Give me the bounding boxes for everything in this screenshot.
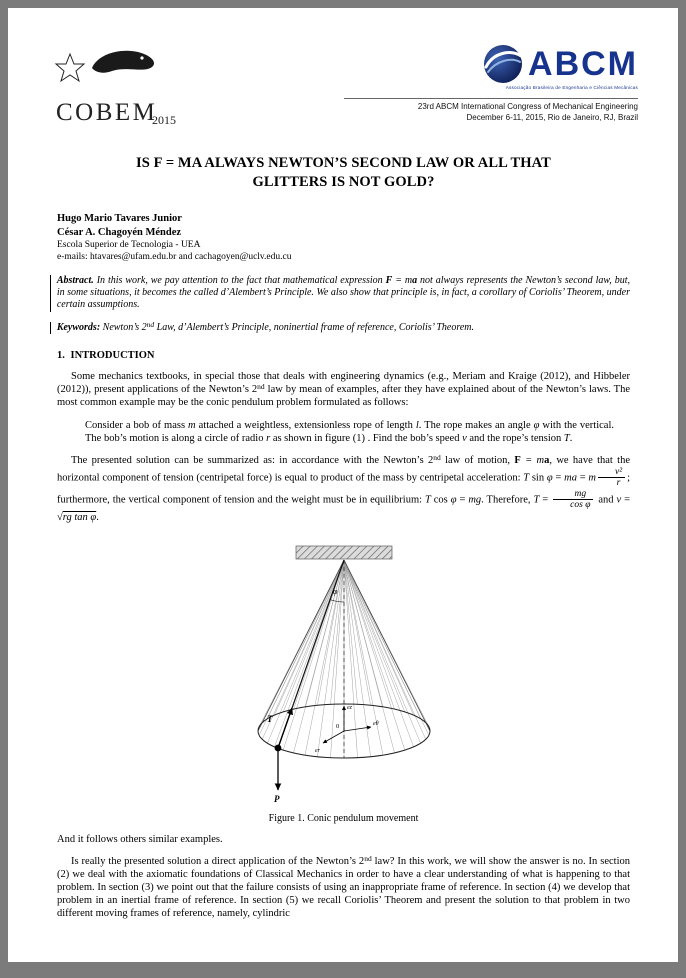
abcm-logo-text: ABCM <box>528 45 638 83</box>
paper-title-line1: IS F = MA ALWAYS NEWTON’S SECOND LAW OR ALL THAT <box>136 155 551 171</box>
cobem-logo-art <box>54 46 182 141</box>
problem-statement-quote: Consider a bob of mass m attached a weightless, extensionless rope of length l. The rope makes an angle φ with the vertical. The bob’s motion is along a circle of radio r as shown in figure (1) . Find the bob’s speed v and the rope’s tension T. <box>85 419 615 444</box>
axis-r-arrow <box>323 731 344 743</box>
abcm-logo-subtitle: Associação Brasileira de Engenharia e Ciências Mecânicas <box>505 85 638 90</box>
author-name-2: César A. Chagoyén Méndez <box>57 226 182 238</box>
congress-info <box>344 98 638 123</box>
author-emails: e-mails: htavares@ufam.edu.br and cachagoyen@uclv.edu.cu <box>57 252 292 262</box>
congress-line-2: December 6-11, 2015, Rio de Janeiro, RJ, Brazil <box>466 112 638 122</box>
figure-1-caption: Figure 1. Conic pendulum movement <box>268 812 419 824</box>
cobem-logo <box>54 46 182 146</box>
keywords: Keywords: Newton’s 2nd Law, d’Alembert’s Principle, noninertial frame of reference, Coriolis’ Theorem. <box>50 322 630 334</box>
congress-line-1: 23rd ABCM International Congress of Mechanical Engineering <box>417 102 638 111</box>
paper-title <box>57 154 630 192</box>
star-sketch <box>56 54 84 81</box>
followup-paragraph: And it follows others similar examples. <box>57 833 223 845</box>
paper-page <box>8 8 678 962</box>
cone-left-edge <box>258 560 344 731</box>
author-name-1: Hugo Mario Tavares Junior <box>57 213 182 224</box>
abstract: Abstract. In this work, we pay attention to the fact that mathematical expression F = ma not always represents the Newton’s second law, but, in some situations, it becomes the called d’Alembert’s Principle. We also show that principle is, in fact, a corollary of Coriolis’ Theorem, under certain assumptions. <box>50 275 630 312</box>
abcm-header <box>344 44 638 123</box>
paper-title-line2: GLITTERS IS NOT GOLD? <box>252 174 435 190</box>
cobem-logo-year: 2015 <box>152 113 176 127</box>
axis-theta-label: eθ <box>372 720 379 727</box>
authors-block <box>57 212 630 263</box>
author-affiliation: Escola Superior de Tecnologia - UEA <box>57 240 201 250</box>
angle-phi-label: φ <box>332 586 337 596</box>
figure-1 <box>57 544 630 824</box>
closing-paragraph: Is really the presented solution a direct application of the Newton’s 2nd law? In this work, we will show the answer is no. In section (2) we deal with the axiomatic foundations of Classical Mechanics in order to have a clear understanding of what is happening to that problem. In section (3) we point out that the failure consists of using an inappropriate frame of reference. In section (4) we develop that problem in an inertial frame of reference. In section (5) we recall Coriolis’ Theorem and present the solution to that problem in two different moving frames of reference, namely, cylindric <box>57 853 630 919</box>
abcm-globe-icon <box>483 44 523 84</box>
abcm-logo-row <box>344 44 638 84</box>
tension-label: T <box>266 713 272 724</box>
angle-arc <box>330 599 344 601</box>
pendulum-figure-svg <box>234 544 454 806</box>
cone-right-edge <box>344 560 430 731</box>
bird-eye <box>140 56 143 59</box>
bird-sketch <box>92 51 154 73</box>
origin-label: 0 <box>335 722 339 730</box>
ceiling-hatching <box>296 546 392 559</box>
cobem-logo-text: COBEM <box>56 99 158 126</box>
tension-vector <box>278 708 292 748</box>
axis-z-label: ez <box>346 704 352 711</box>
section-heading-introduction: 1. INTRODUCTION <box>57 349 155 361</box>
solution-paragraph: The presented solution can be summarized as: in accordance with the Newton’s 2nd law of motion, F = ma, we have that the horizontal component of tension (centripetal force) is equal to product of the mass by centripetal acceleration: T sin φ = ma = m $\frac{\text{v²}}{r}$ ; furthermore, the vertical component of tension and the weight must be in equilibrium: T cos φ = mg. Therefore, T = $\frac{mg}{\text{cos φ}}$ and v = √rg tan φ. <box>57 452 631 523</box>
axis-r-label: er <box>314 747 320 754</box>
weight-label: P <box>273 793 279 804</box>
intro-paragraph-1: Some mechanics textbooks, in special those that deals with engineering dynamics (e.g., Meriam and Kraige (2012), and Hibbeler (2012)), present applications of the Newton’s 2nd law by mean of examples, after they have explained about of the Newton’s laws. The most common example may be the conic pendulum problem formulated as follows: <box>57 370 630 408</box>
